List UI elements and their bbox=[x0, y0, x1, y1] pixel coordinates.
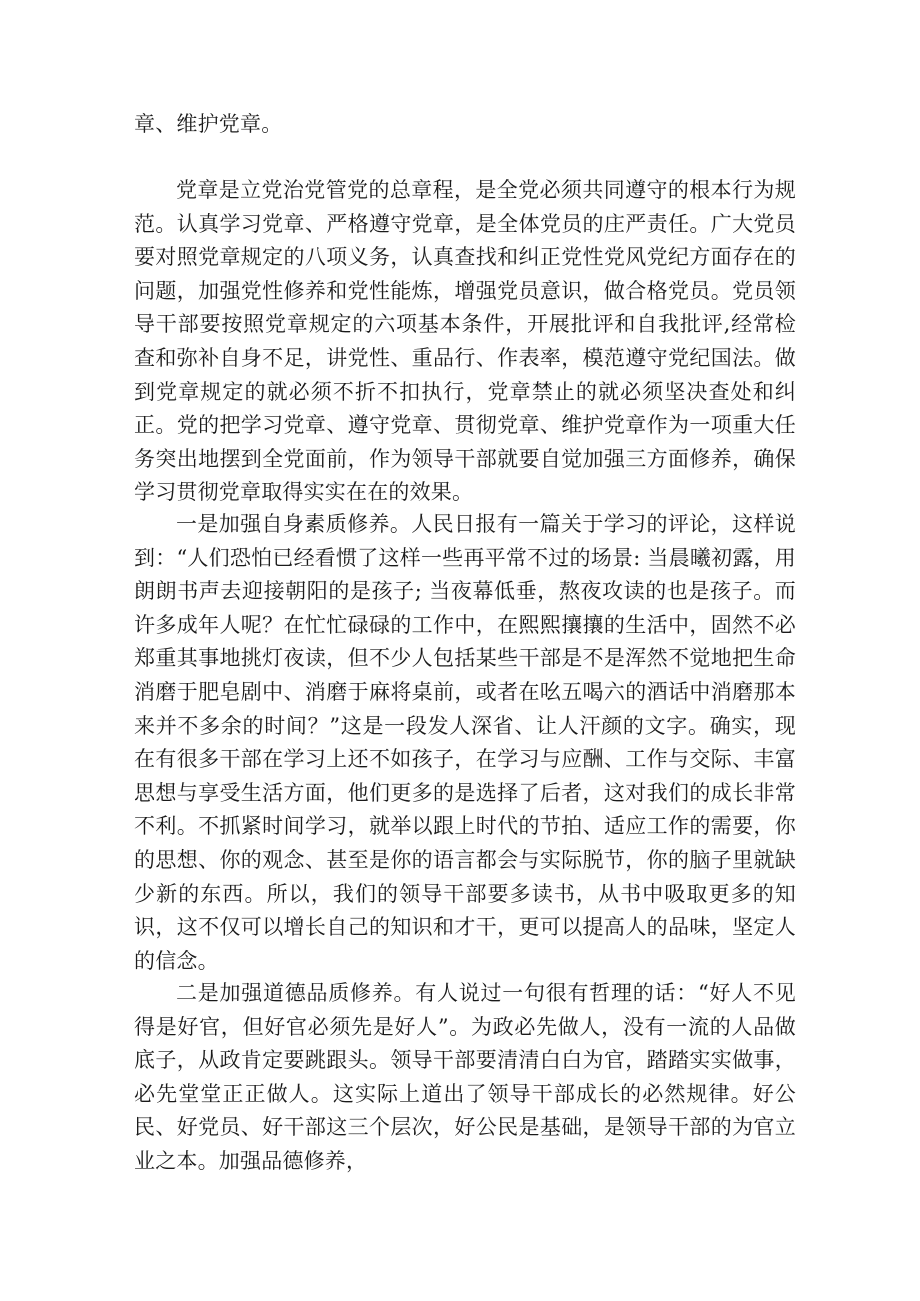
paragraph-party-constitution bbox=[134, 174, 796, 510]
paragraph-self-quality bbox=[134, 508, 796, 978]
paragraph-moral-quality bbox=[134, 977, 796, 1179]
paragraph-continuation bbox=[134, 108, 796, 142]
paragraph-text: 二是加强道德品质修养。有人说过一句很有哲理的话：“好人不见得是好官，但好官必须先是好人”。为政必先做人，没有一流的人品做底子，从政肯定要跳跟头。领导干部要清清白白为官，踏踏实实做事，必先堂堂正正做人。这实际上道出了领导干部成长的必然规律。好公民、好党员、好干部这三个层次，好公民是基础，是领导干部的为官立业之本。加强品德修养， bbox=[134, 981, 796, 1173]
paragraph-text: 一是加强自身素质修养。人民日报有一篇关于学习的评论，这样说到：“人们恐怕已经看惯了这样一些再平常不过的场景: 当晨曦初露，用朗朗书声去迎接朝阳的是孩子; 当夜幕低垂，熬夜攻读的也是孩子。而许多成年人呢？在忙忙碌碌的工作中，在熙熙攘攘的生活中，固然不必郑重其事地挑灯夜读，但不少人包括某些干部是不是浑然不觉地把生命消磨于肥皂剧中、消磨于麻将桌前，或者在吆五喝六的酒话中消磨那本来并不多余的时间？”这是一段发人深省、让人汗颜的文字。确实，现在有很多干部在学习上还不如孩子，在学习与应酬、工作与交际、丰富思想与享受生活方面，他们更多的是选择了后者，这对我们的成长非常不利。不抓紧时间学习，就举以跟上时代的节拍、适应工作的需要，你的思想、你的观念、甚至是你的语言都会与实际脱节，你的脑子里就缺少新的东西。所以，我们的领导干部要多读书，从书中吸取更多的知识，这不仅可以增长自己的知识和才干，更可以提高人的品味，坚定人的信念。 bbox=[134, 512, 796, 973]
paragraph-text: 党章是立党治党管党的总章程，是全党必须共同遵守的根本行为规范。认真学习党章、严格遵守党章，是全体党员的庄严责任。广大党员要对照党章规定的八项义务，认真查找和纠正党性党风党纪方面存在的问题，加强党性修养和党性能炼，增强党员意识，做合格党员。党员领导干部要按照党章规定的六项基本条件，开展批评和自我批评,经常检查和弥补自身不足，讲党性、重品行、作表率，模范遵守党纪国法。做到党章规定的就必须不折不扣执行，党章禁止的就必须坚决查处和纠正。党的把学习党章、遵守党章、贯彻党章、维护党章作为一项重大任务突出地摆到全党面前，作为领导干部就要自觉加强三方面修养，确保学习贯彻党章取得实实在在的效果。 bbox=[134, 178, 796, 505]
paragraph-text: 章、维护党章。 bbox=[134, 112, 283, 136]
